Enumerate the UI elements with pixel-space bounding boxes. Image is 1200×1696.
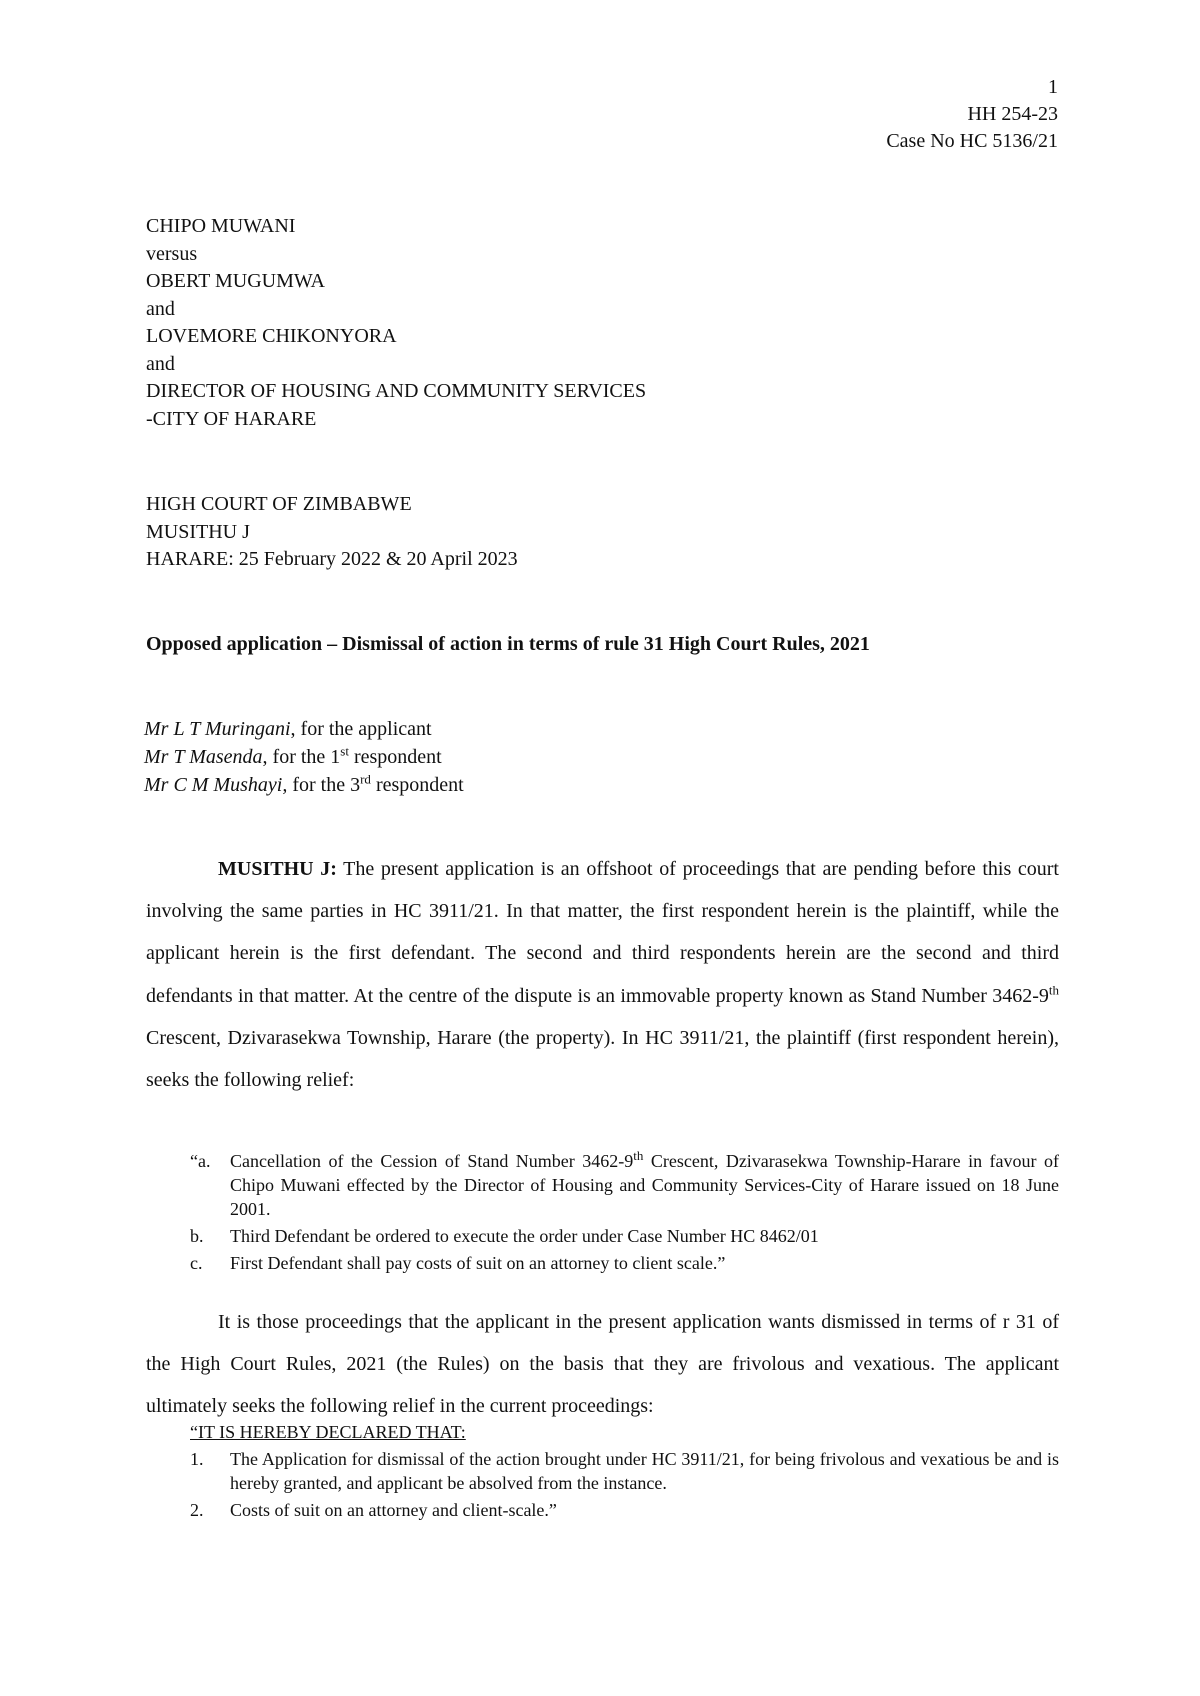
court-block	[146, 491, 518, 574]
party-line: CHIPO MUWANI	[146, 215, 296, 237]
counsel-line: Mr T Masenda, for the 1st respondent	[144, 743, 442, 768]
counsel-block	[144, 715, 464, 799]
party-line: and	[146, 352, 175, 375]
judgment-citation: HH 254-23	[967, 103, 1058, 125]
judge-label: MUSITHU J:	[218, 858, 337, 880]
party-line: versus	[146, 242, 198, 265]
counsel-line: Mr L T Muringani, for the applicant	[144, 718, 432, 740]
case-number: Case No HC 5136/21	[886, 130, 1058, 152]
declaration-item: 2. Costs of suit on an attorney and client-scale.”	[190, 1500, 557, 1520]
relief-item: “a. Cancellation of the Cession of Stand Number 3462-9th Crescent, Dzivarasekwa Township-Harare in favour of Chipo Muwani effected by the Director of Housing and Community Services-City of Harare issued on 18 June 2001.	[190, 1148, 1059, 1219]
declaration-block	[190, 1420, 1059, 1525]
relief-item: b. Third Defendant be ordered to execute the order under Case Number HC 8462/01	[190, 1226, 819, 1246]
judge-name: MUSITHU J	[146, 520, 250, 543]
declaration-heading: “IT IS HEREBY DECLARED THAT:	[190, 1422, 466, 1442]
page-header	[886, 74, 1058, 155]
relief-list	[190, 1149, 1059, 1278]
page-number: 1	[1048, 76, 1058, 98]
declaration-item: 1. The Application for dismissal of the action brought under HC 3911/21, for being frivolous and vexatious be and is hereby granted, and applicant be absolved from the instance.	[190, 1449, 1059, 1493]
party-line: DIRECTOR OF HOUSING AND COMMUNITY SERVICES	[146, 380, 647, 402]
parties-block	[146, 213, 646, 433]
party-line: and	[146, 297, 175, 320]
case-heading: Opposed application – Dismissal of action in terms of rule 31 High Court Rules, 2021	[146, 633, 870, 655]
party-line: OBERT MUGUMWA	[146, 270, 325, 292]
body-paragraph: It is those proceedings that the applicant in the present application wants dismissed in terms of r 31 of the High Court Rules, 2021 (the Rules) on the basis that they are frivolous and vexatious. The applicant ultimately seeks the following relief in the current proceedings:	[146, 1311, 1059, 1418]
party-line: -CITY OF HARARE	[146, 407, 317, 430]
hearing-dates: HARARE: 25 February 2022 & 20 April 2023	[146, 548, 518, 570]
relief-item: c. First Defendant shall pay costs of suit on an attorney to client scale.”	[190, 1253, 726, 1273]
body-paragraph: MUSITHU J: The present application is an offshoot of proceedings that are pending before this court involving the same parties in HC 3911/21. In that matter, the first respondent herein is the plaintiff, while the applicant herein is the first defendant. The second and third respondents herein are the second and third defendants in that matter. At the centre of the dispute is an immovable property known as Stand Number 3462-9th Crescent, Dzivarasekwa Township, Harare (the property). In HC 3911/21, the plaintiff (first respondent herein), seeks the following relief:	[146, 858, 1059, 1092]
party-line: LOVEMORE CHIKONYORA	[146, 325, 397, 347]
court-name: HIGH COURT OF ZIMBABWE	[146, 493, 412, 515]
counsel-line: Mr C M Mushayi, for the 3rd respondent	[144, 771, 464, 796]
